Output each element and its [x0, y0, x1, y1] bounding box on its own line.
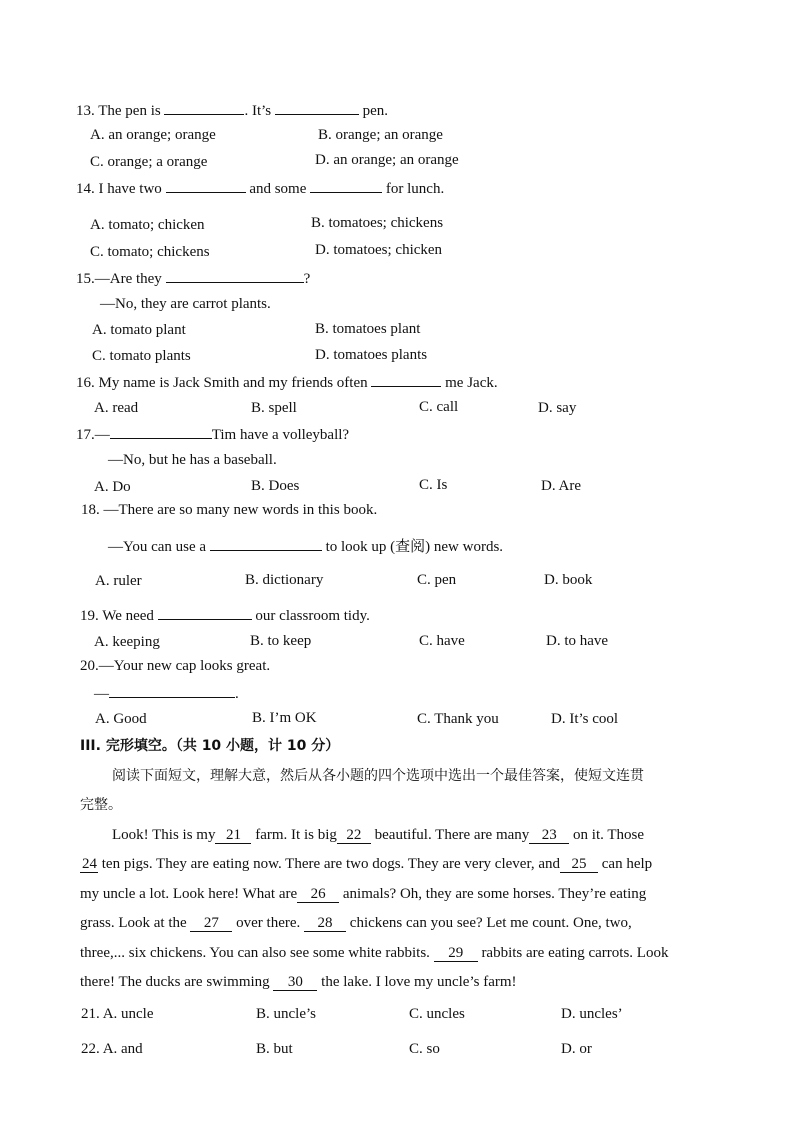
option-d[interactable]: D. say [538, 400, 577, 416]
option-d[interactable]: D. It’s cool [551, 711, 619, 727]
question-20: 20.—Your new cap looks great. [80, 658, 271, 674]
cloze-blank[interactable]: 24 [82, 856, 97, 872]
option-a[interactable]: A. ruler [95, 573, 142, 589]
option-c[interactable]: C. Is [419, 477, 448, 493]
option-b[interactable]: B. orange; an orange [318, 127, 443, 143]
option-b[interactable]: B. tomatoes plant [315, 321, 421, 337]
answer-22: 22. A. and [81, 1041, 143, 1057]
cloze-blank[interactable]: 22 [337, 827, 371, 844]
passage-line: three,... six chickens. You can also see some white rabbits. 29 rabbits are eating carrots. Look [80, 945, 669, 961]
cloze-blank[interactable]: 29 [434, 945, 478, 962]
cloze-blank[interactable]: 26 [297, 886, 339, 903]
cloze-blank[interactable]: 28 [304, 915, 346, 932]
option-c[interactable]: C. call [419, 399, 459, 415]
option-b[interactable]: B. to keep [250, 633, 312, 649]
option-a[interactable]: A. uncle [102, 1006, 154, 1022]
option-a[interactable]: A. Good [95, 711, 147, 727]
dialogue-reply: —You can use a to look up (查阅) new words. [108, 536, 503, 557]
answer-blank[interactable] [158, 605, 252, 620]
passage-line: grass. Look at the 27 over there. 28 chickens can you see? Let me count. One, two, [80, 915, 632, 931]
option-b[interactable]: B. Does [251, 478, 300, 494]
question-16: 16. My name is Jack Smith and my friends often me Jack. [76, 372, 498, 393]
answer-blank[interactable] [275, 100, 359, 115]
section-instruction: 阅读下面短文，理解大意，然后从各小题的四个选项中选出一个最佳答案，使短文连贯 [112, 768, 644, 784]
option-d[interactable]: D. an orange; an orange [315, 152, 459, 168]
question-18: 18. —There are so many new words in this book. [81, 502, 378, 518]
option-d[interactable]: D. tomatoes; chicken [315, 242, 443, 258]
option-a[interactable]: A. tomato; chicken [90, 217, 205, 233]
answer-blank[interactable] [371, 372, 441, 387]
cloze-blank[interactable]: 25 [560, 856, 598, 873]
option-b[interactable]: B. tomatoes; chickens [311, 215, 444, 231]
option-c[interactable]: C. uncles [409, 1006, 465, 1022]
passage-line: 24 ten pigs. They are eating now. There are two dogs. They are very clever, and 25 can help [82, 856, 653, 872]
question-14: 14. I have two and some for lunch. [76, 178, 444, 199]
option-a[interactable]: A. keeping [94, 634, 160, 650]
answer-blank[interactable] [166, 268, 304, 283]
cloze-blank[interactable]: 23 [529, 827, 569, 844]
option-b[interactable]: B. spell [251, 400, 297, 416]
passage-line: there! The ducks are swimming 30 the lake. I love my uncle’s farm! [80, 974, 517, 990]
option-c[interactable]: C. tomato plants [92, 348, 191, 364]
option-a[interactable]: A. and [102, 1041, 143, 1057]
section-title: III. 完形填空。（共 10 小题，计 10 分） [80, 738, 340, 754]
answer-blank[interactable] [310, 178, 382, 193]
question-19: 19. We need our classroom tidy. [80, 605, 370, 626]
option-c[interactable]: C. tomato; chickens [90, 244, 210, 260]
option-b[interactable]: B. but [256, 1041, 293, 1057]
option-d[interactable]: D. tomatoes plants [315, 347, 428, 363]
answer-blank[interactable] [164, 100, 244, 115]
option-d[interactable]: D. uncles’ [561, 1006, 623, 1022]
option-a[interactable]: A. tomato plant [92, 322, 186, 338]
option-c[interactable]: C. orange; a orange [90, 154, 208, 170]
dialogue-reply: — . [94, 683, 239, 704]
option-d[interactable]: D. book [544, 572, 593, 588]
passage-line: my uncle a lot. Look here! What are 26 animals? Oh, they are some horses. They’re eating [80, 886, 647, 902]
question-15: 15.—Are they ? [76, 268, 310, 289]
option-d[interactable]: D. or [561, 1041, 592, 1057]
option-b[interactable]: B. I’m OK [252, 710, 317, 726]
cloze-blank[interactable]: 21 [215, 827, 251, 844]
dialogue-reply: —No, but he has a baseball. [108, 452, 277, 468]
option-b[interactable]: B. uncle’s [256, 1006, 316, 1022]
answer-blank[interactable] [109, 683, 235, 698]
answer-blank[interactable] [110, 424, 212, 439]
option-d[interactable]: D. to have [546, 633, 609, 649]
option-c[interactable]: C. pen [417, 572, 457, 588]
option-c[interactable]: C. so [409, 1041, 440, 1057]
option-c[interactable]: C. Thank you [417, 711, 499, 727]
option-b[interactable]: B. dictionary [245, 572, 324, 588]
dialogue-reply: —No, they are carrot plants. [100, 296, 271, 312]
answer-blank[interactable] [166, 178, 246, 193]
section-instruction: 完整。 [80, 797, 122, 813]
cloze-blank[interactable]: 27 [190, 915, 232, 932]
option-a[interactable]: A. an orange; orange [90, 127, 216, 143]
question-number: 13. [76, 103, 95, 119]
question-13: 13. The pen is . It’s pen. [76, 100, 388, 121]
answer-21: 21. A. uncle [81, 1006, 154, 1022]
question-17: 17.— Tim have a volleyball? [76, 424, 349, 445]
cloze-blank[interactable]: 30 [273, 974, 317, 991]
option-a[interactable]: A. Do [94, 479, 131, 495]
answer-blank[interactable] [210, 536, 322, 551]
passage-line: Look! This is my 21 farm. It is big 22 beautiful. There are many 23 on it. Those [112, 827, 645, 843]
option-a[interactable]: A. read [94, 400, 139, 416]
option-c[interactable]: C. have [419, 633, 465, 649]
option-d[interactable]: D. Are [541, 478, 581, 494]
